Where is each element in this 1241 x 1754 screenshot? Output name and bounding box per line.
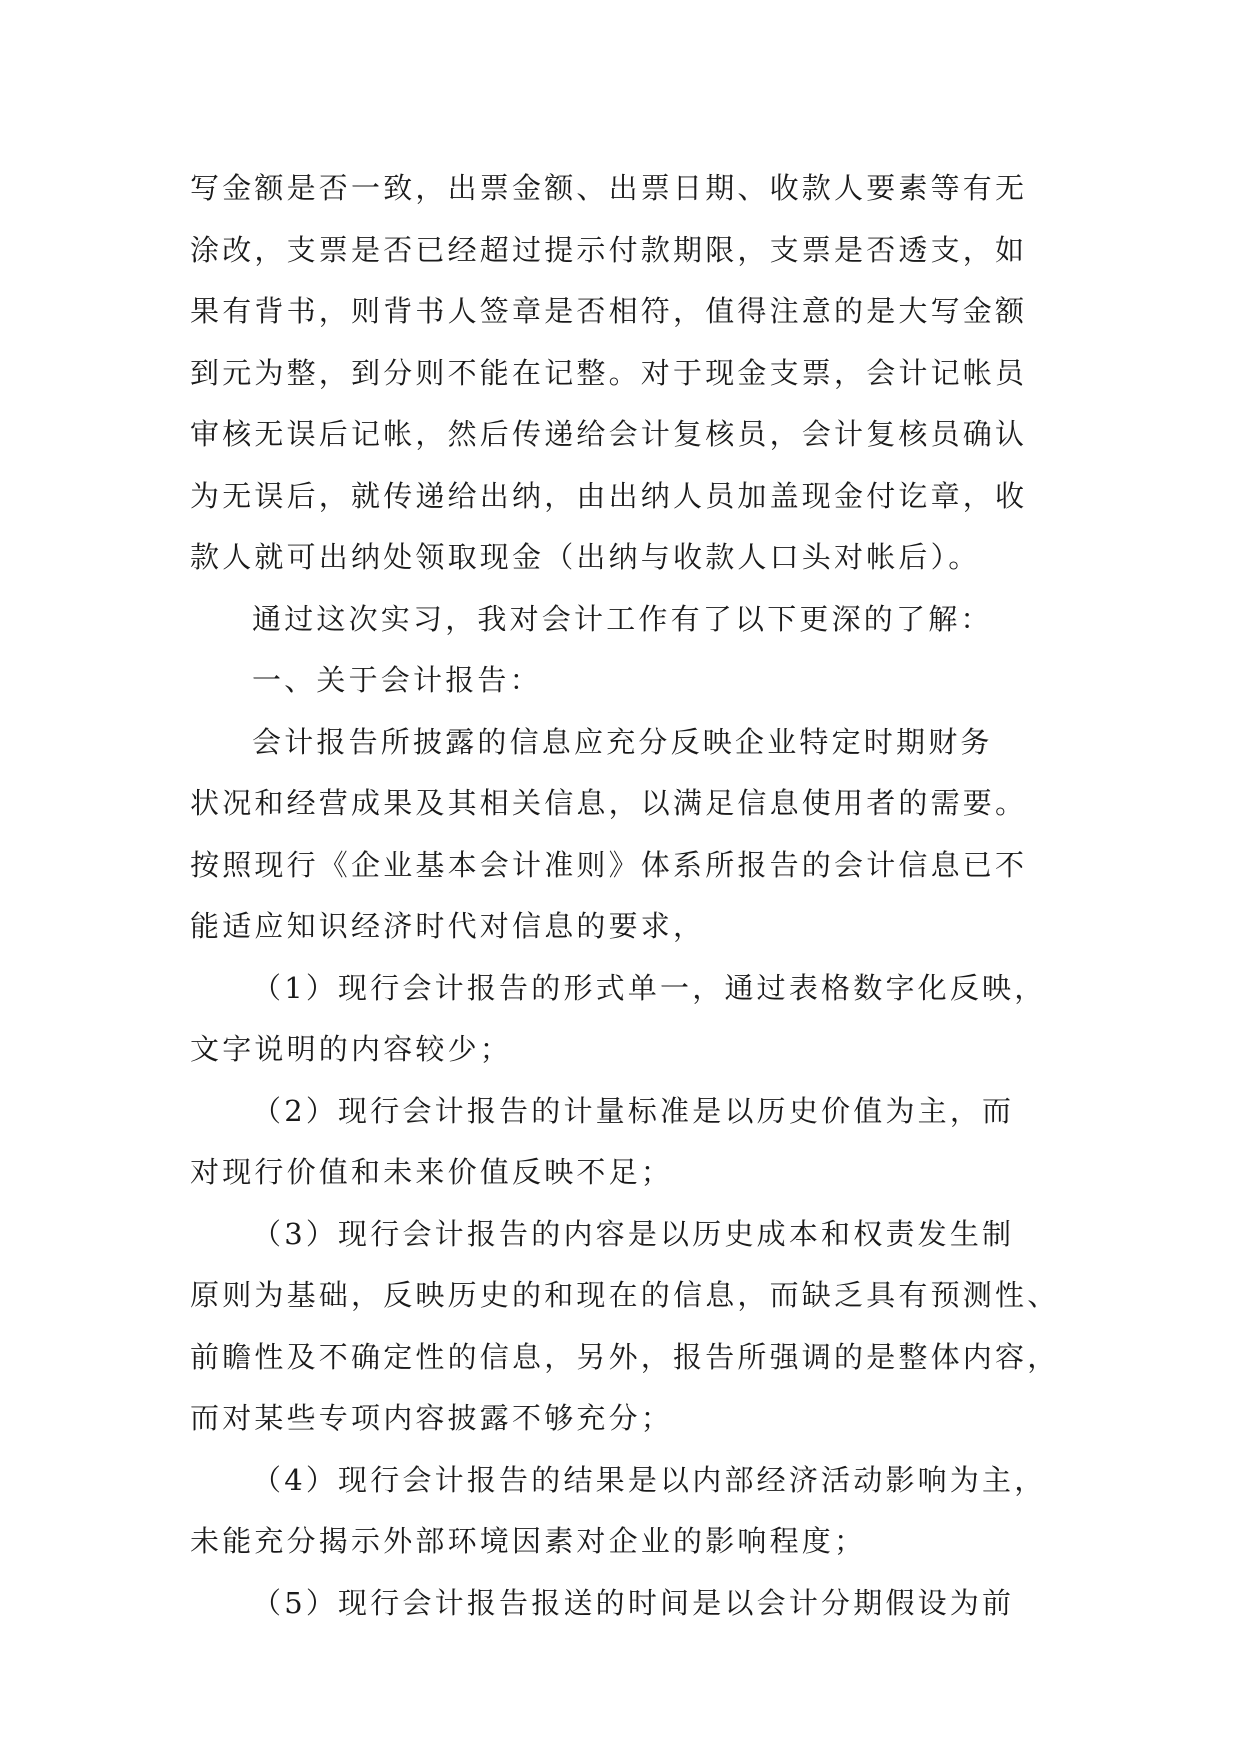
text-line: 到元为整，到分则不能在记整。对于现金支票，会计记帐员 <box>190 355 1028 390</box>
text-line: 为无误后，就传递给出纳，由出纳人员加盖现金付讫章，收 <box>190 478 1028 513</box>
text-line: 款人就可出纳处领取现金（出纳与收款人口头对帐后）。 <box>190 540 981 574</box>
list-item-5: （5）现行会计报告报送的时间是以会计分期假设为前 <box>252 1585 1015 1620</box>
paragraph-start: 会计报告所披露的信息应充分反映企业特定时期财务 <box>252 724 993 759</box>
text-line: 前瞻性及不确定性的信息，另外，报告所强调的是整体内容， <box>190 1339 1060 1374</box>
list-item-2: （2）现行会计报告的计量标准是以历史价值为主，而 <box>252 1093 1015 1128</box>
body-text <box>190 158 1062 1634</box>
text-line: 按照现行《企业基本会计准则》体系所报告的会计信息已不 <box>190 847 1028 882</box>
text-line: 能适应知识经济时代对信息的要求， <box>190 909 706 943</box>
text-line: 对现行价值和未来价值反映不足； <box>190 1155 674 1189</box>
text-line: 文字说明的内容较少； <box>190 1032 513 1066</box>
section-heading: 一、关于会计报告： <box>252 663 542 697</box>
text-line: 状况和经营成果及其相关信息，以满足信息使用者的需要。 <box>190 786 1028 820</box>
text-line: 写金额是否一致，出票金额、出票日期、收款人要素等有无 <box>190 171 1028 205</box>
text-line: 而对某些专项内容披露不够充分； <box>190 1401 674 1435</box>
text-line: 未能充分揭示外部环境因素对企业的影响程度； <box>190 1524 867 1558</box>
paragraph-intro: 通过这次实习，我对会计工作有了以下更深的了解： <box>252 601 993 636</box>
text-line: 原则为基础，反映历史的和现在的信息，而缺乏具有预测性、 <box>190 1278 1060 1312</box>
text-line: 涂改，支票是否已经超过提示付款期限，支票是否透支，如 <box>190 232 1028 267</box>
list-item-4: （4）现行会计报告的结果是以内部经济活动影响为主， <box>252 1462 1047 1497</box>
list-item-3: （3）现行会计报告的内容是以历史成本和权责发生制 <box>252 1216 1015 1251</box>
list-item-1: （1）现行会计报告的形式单一，通过表格数字化反映， <box>252 970 1047 1005</box>
text-line: 审核无误后记帐，然后传递给会计复核员，会计复核员确认 <box>190 417 1028 451</box>
text-line: 果有背书，则背书人签章是否相符，值得注意的是大写金额 <box>190 294 1028 328</box>
